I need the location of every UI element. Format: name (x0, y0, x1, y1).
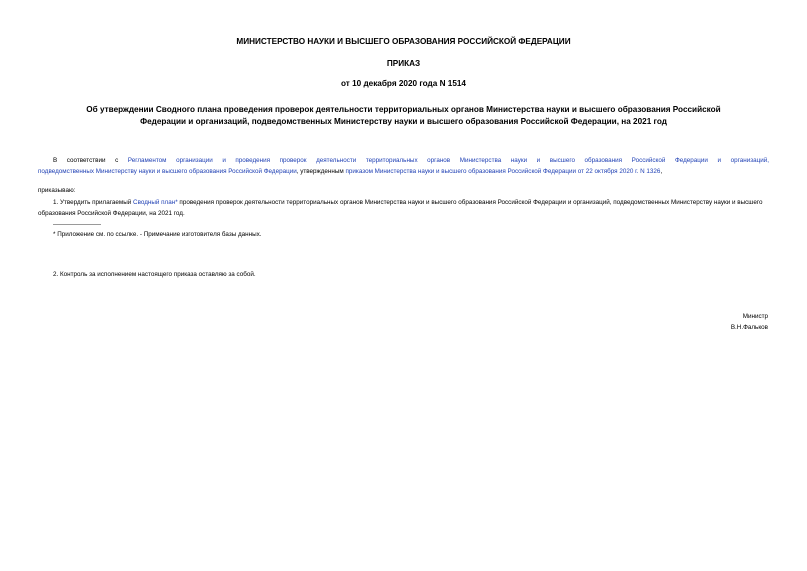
document-type: ПРИКАЗ (386, 59, 421, 68)
footnote-divider (53, 224, 101, 225)
item1-rest: проведения проверок деятельности территориальных органов Министерства науки и высшего образования Российской Федерации и организаций, подведомственных Министерству науки и высшего образования Российской Федерации, на 2021 год. (38, 199, 763, 217)
item1-lead: 1. Утвердить прилагаемый (53, 199, 134, 206)
preamble-approved-by: , утвержденным (296, 168, 346, 175)
signature-name: В.Н.Фальков (730, 324, 768, 331)
ministry-name: МИНИСТЕРСТВО НАУКИ И ВЫСШЕГО ОБРАЗОВАНИЯ РОССИЙСКОЙ ФЕДЕРАЦИИ (236, 37, 571, 46)
document-title (40, 104, 767, 128)
preamble-tail: , (660, 168, 663, 175)
preamble-line (38, 155, 769, 166)
order-word: приказываю: (38, 187, 76, 194)
preamble-paragraph (38, 155, 769, 177)
order-item-2: 2. Контроль за исполнением настоящего приказа оставляю за собой. (53, 271, 256, 278)
footnote: * Приложение см. по ссылке. - Примечание изготовителя базы данных. (53, 231, 262, 238)
document-date: от 10 декабря 2020 года N 1514 (341, 79, 466, 88)
document-title-line: Об утверждении Сводного плана проведения проверок деятельности территориальных органов Министерства науки и высшего образования Российской (86, 105, 721, 114)
document-title-line: Федерации и организаций, подведомственных Министерству науки и высшего образования Российской Федерации, на 2021 год (140, 117, 667, 126)
preamble-lead: В соответствии с (53, 157, 128, 164)
reglament-link-continued[interactable]: подведомственных Министерству науки и высшего образования Российской Федерации (38, 168, 297, 175)
reglament-link[interactable]: Регламентом организации и проведения проверок деятельности территориальных органов Министерства науки и высшего образования Российской Федерации и организаций, (127, 157, 770, 164)
order-item-1 (38, 197, 769, 219)
summary-plan-link[interactable]: Сводный план* (133, 199, 178, 206)
signature-title: Министр (742, 313, 768, 320)
order-1326-link[interactable]: приказом Министерства науки и высшего образования Российской Федерации от 22 октября 2020 г. N 1326 (345, 168, 661, 175)
preamble-line (38, 166, 769, 177)
